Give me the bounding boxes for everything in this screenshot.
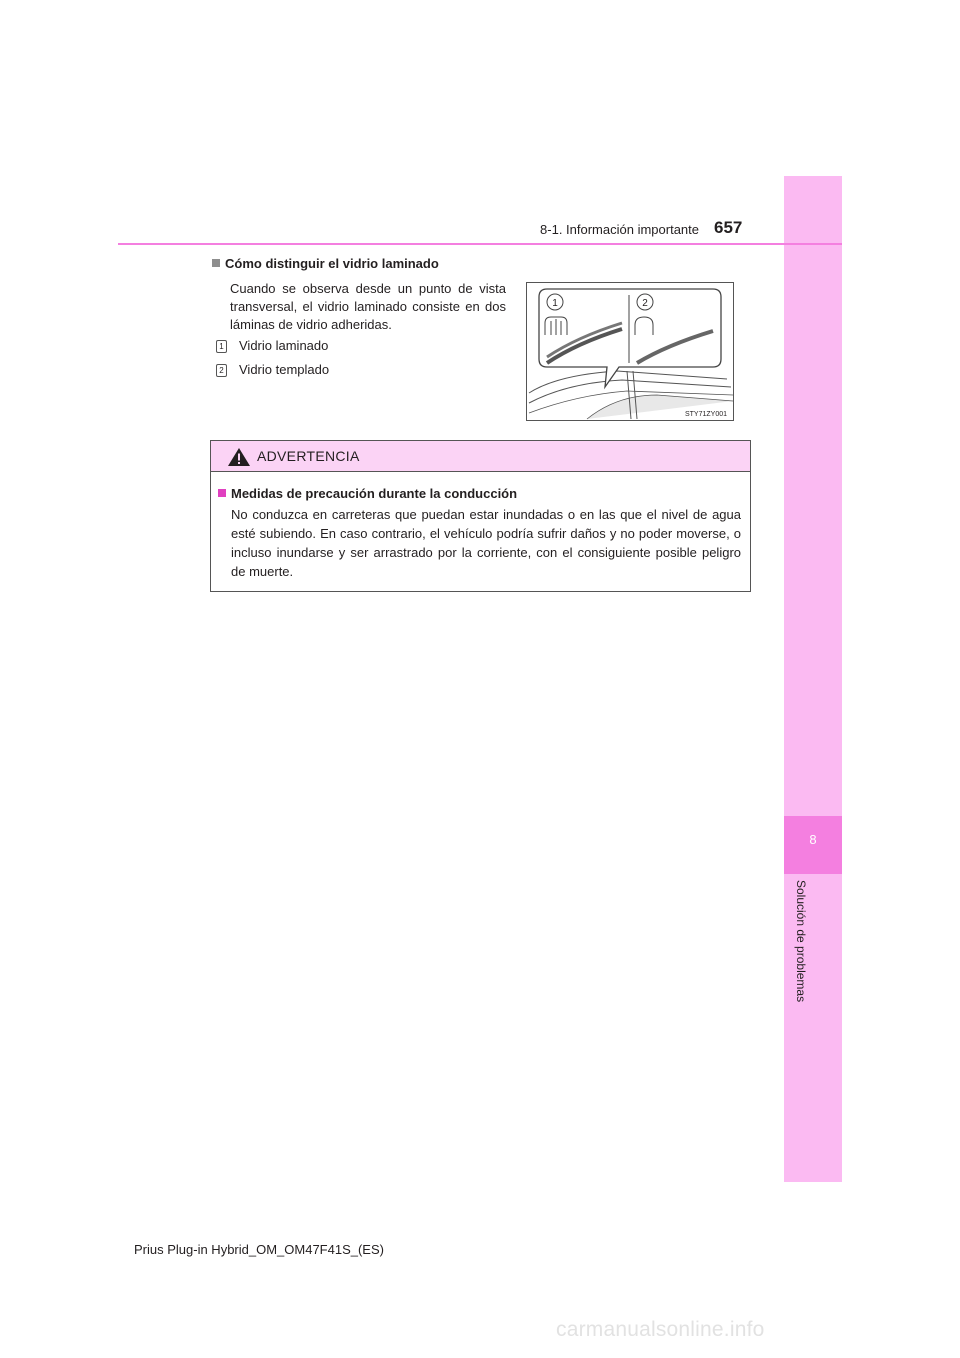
car-window-illustration	[527, 283, 733, 420]
watermark: carmanualsonline.info	[556, 1318, 765, 1341]
chapter-label: Solución de problemas	[794, 880, 808, 1003]
figure-label-2: 2	[642, 298, 648, 309]
page-number: 657	[714, 218, 743, 237]
callout-number-icon: 2	[216, 364, 227, 377]
callout-item	[216, 362, 329, 377]
bullet-square-icon	[218, 489, 226, 497]
callout-number-icon: 1	[216, 340, 227, 353]
section-body: Cuando se observa desde un punto de vista transversal, el vidrio laminado consiste en dos láminas de vidrio adheridas.	[230, 281, 506, 332]
figure-label-1: 1	[552, 298, 558, 309]
warning-subheading	[218, 486, 517, 501]
laminated-glass-figure	[526, 282, 734, 421]
header-rule	[118, 243, 842, 245]
section-title: 8-1. Información importante	[540, 222, 699, 237]
callout-label: Vidrio laminado	[239, 338, 329, 353]
section-heading	[212, 256, 439, 271]
chapter-number: 8	[809, 832, 817, 847]
warning-box	[210, 440, 751, 592]
callout-item	[216, 338, 328, 353]
warning-triangle-icon	[227, 447, 251, 467]
warning-subheading-text: Medidas de precaución durante la conducción	[231, 486, 518, 501]
warning-header	[211, 441, 750, 472]
callout-label: Vidrio templado	[239, 362, 330, 377]
section-heading-text: Cómo distinguir el vidrio laminado	[225, 256, 439, 271]
footer-doc-id: Prius Plug-in Hybrid_OM_OM47F41S_(ES)	[134, 1242, 384, 1257]
figure-code: STY71ZY001	[684, 411, 727, 418]
bullet-square-icon	[212, 259, 220, 267]
warning-body: No conduzca en carreteras que puedan estar inundadas o en las que el nivel de agua esté subiendo. En caso contrario, el vehículo podría sufrir daños y no poder moverse, o incluso inundarse y ser arrastrado por la corriente, con el consiguiente posible peligro de muerte.	[231, 507, 741, 579]
warning-title: ADVERTENCIA	[257, 448, 360, 464]
chapter-side-tab	[784, 176, 842, 1182]
